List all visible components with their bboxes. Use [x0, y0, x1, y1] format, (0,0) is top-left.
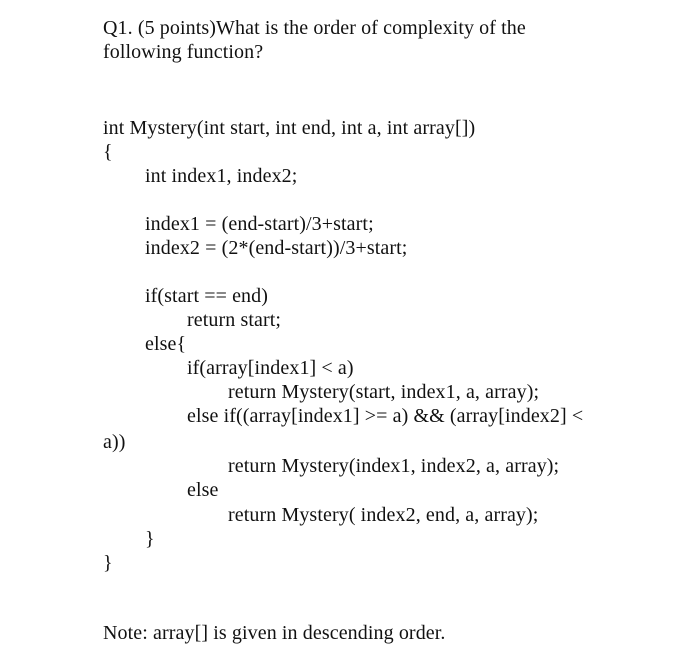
base-case-condition: if(start == end): [145, 285, 269, 307]
second-condition-continuation: a)): [103, 431, 126, 453]
third-recursive-return: return Mystery( index2, end, a, array);: [228, 504, 539, 526]
function-signature: int Mystery(int start, int end, int a, int array[]): [103, 117, 476, 139]
question-title-line-2: following function?: [103, 41, 264, 63]
function-close-brace: }: [103, 552, 113, 574]
second-recursive-return: return Mystery(index1, index2, a, array);: [228, 455, 560, 477]
index1-assignment: index1 = (end-start)/3+start;: [145, 213, 374, 235]
else-block-open: else{: [145, 333, 187, 355]
function-open-brace: {: [103, 141, 113, 163]
first-condition: if(array[index1] < a): [187, 357, 354, 379]
first-recursive-return: return Mystery(start, index1, a, array);: [228, 381, 540, 403]
note-text: Note: array[] is given in descending order.: [103, 622, 446, 644]
else-keyword: else: [187, 479, 219, 501]
second-condition: else if((array[index1] >= a) && (array[index2] <: [187, 405, 584, 427]
index2-assignment: index2 = (2*(end-start))/3+start;: [145, 237, 408, 259]
variable-declaration: int index1, index2;: [145, 165, 298, 187]
base-case-return: return start;: [187, 309, 282, 331]
question-title-line-1: Q1. (5 points)What is the order of complexity of the: [103, 17, 526, 39]
else-block-close: }: [145, 528, 155, 550]
